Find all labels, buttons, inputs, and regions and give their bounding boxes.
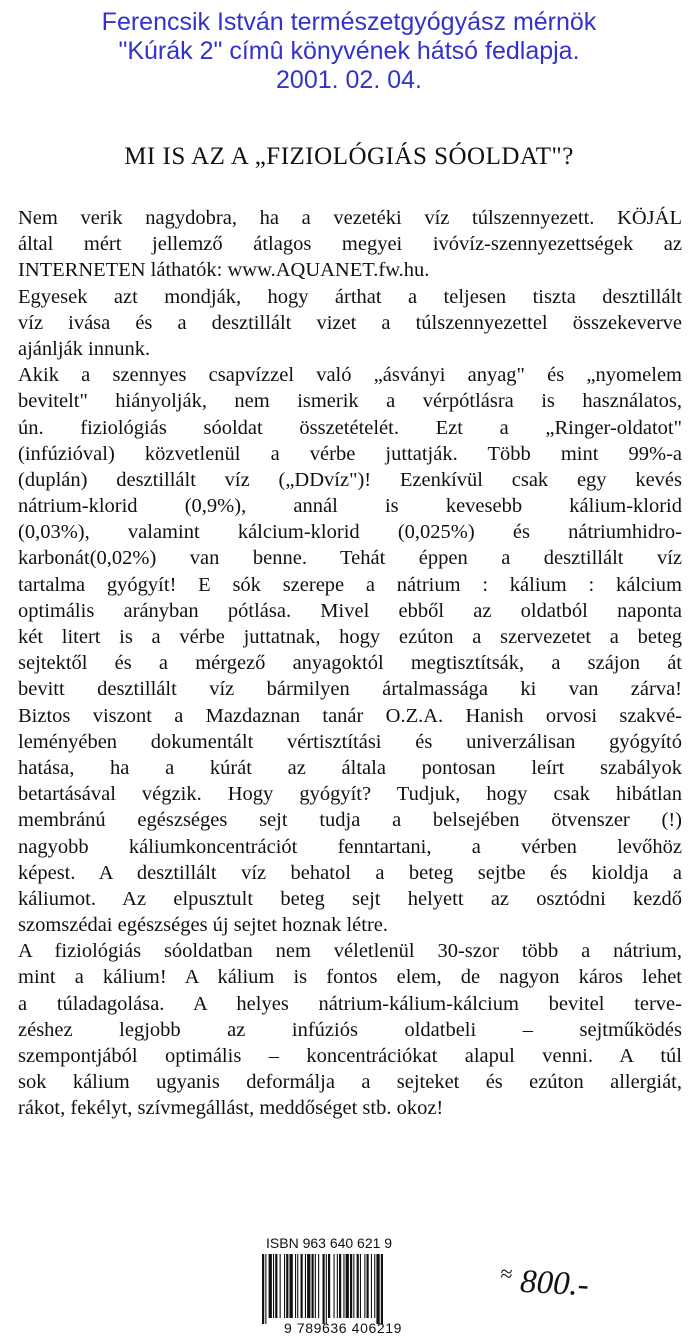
body-line: Biztos viszont a Mazdaznan tanár O.Z.A. Hanish orvosi szakvé- [18,704,682,727]
body-line: káliumot. Az elpusztult beteg sejt helyett az osztódni kezdő [18,887,682,910]
barcode-bar [374,1254,375,1318]
barcode-bar [275,1254,277,1318]
barcode-bar [312,1254,314,1318]
body-line: a túladagolása. A helyes nátrium-kálium-kálcium bevitel terve- [18,992,682,1015]
caption-line-1: Ferencsik István természetgyógyász mérnök [101,8,597,36]
isbn-number: ISBN 963 640 621 9 [266,1235,393,1251]
body-line: tartalma gyógyít! E sók szerepe a nátrium : kálium : kálcium [18,573,682,596]
body-text [18,205,682,1122]
barcode-bar [328,1254,330,1318]
barcode-bar [265,1254,266,1324]
body-line: (duplán) desztillált víz („DDvíz")! Ezenkívül csak egy kevés [18,468,682,491]
barcode-bar [326,1254,327,1324]
barcode-bar [297,1254,298,1318]
barcode-bar [353,1254,354,1318]
body-line: Nem verik nagydobra, ha a vezetéki víz túlszennyezett. KÖJÁL [18,207,682,229]
body-line: Egyesek azt mondják, hogy árthat a teljesen tiszta desztillált [18,285,682,308]
body-line: sok kálium ugyanis deformálja a sejteket és ezúton allergiát, [18,1071,682,1094]
barcode-bar [307,1254,310,1318]
barcode-bar [339,1254,341,1318]
body-line: bevitt desztillált víz bármilyen ártalmassága ki van zárva! [18,678,682,701]
body-line: optimális arányban pótlása. Mivel ebből az oldatból naponta [18,599,682,622]
barcode-bar [343,1254,344,1318]
barcode-bar [280,1254,281,1318]
body-line: Akik a szennyes csapvízzel való „ásványi anyag" és „nyomelem [18,364,682,387]
body-line: képest. A desztillált víz behatol a beteg sejtbe és kioldja a [18,861,682,884]
barcode-bar [323,1254,325,1324]
caption-line-2: "Kúrák 2" címû könyvének hátsó fedlapja. [118,37,580,65]
barcode-bar [350,1254,352,1318]
body-line: mint a kálium! A kálium is fontos elem, de nagyon káros lehet [18,966,682,989]
body-line: sejtektől és a mérgező anyagoktól megtisztítsák, a szájon át [18,652,682,675]
caption-date: 2001. 02. 04. [276,66,422,94]
barcode-bar [284,1254,285,1318]
ean-number: 9 789636 406219 [284,1320,402,1336]
body-line: ajánlják innunk. [18,337,151,360]
body-line: ún. fiziológiás sóoldat összetételét. Ezt a „Ringer-oldatot" [18,416,682,439]
barcode-bar [318,1254,319,1318]
body-line: víz ivása és a desztillált vizet a túlszennyezettel összekeverve [18,311,682,334]
body-line: két litert is a vérbe juttatnak, hogy ezúton a szervezetet a beteg [18,626,682,648]
barcode-bar [337,1254,338,1318]
isbn-barcode [254,1235,432,1335]
barcode-bar [305,1254,306,1318]
body-line: membránú egészséges sejt tudja a belsejében ötvenszer (!) [18,809,682,832]
barcode-bar [360,1254,361,1318]
barcode-bar [334,1254,335,1318]
barcode-bar [371,1254,372,1318]
handwritten-price [499,1260,590,1305]
body-line: szempontjából optimális – koncentrációkat alapul venni. A túl [18,1045,682,1067]
barcode-bar [286,1254,288,1318]
barcode-bar [357,1254,359,1318]
barcode-bar [262,1254,264,1324]
page-title: MI IS AZ A „FIZIOLÓGIÁS SÓOLDAT"? [124,143,574,170]
barcode-bar [290,1254,293,1318]
body-line: (infúzióval) közvetlenül a vérbe juttatják. Több mint 99%-a [18,442,682,465]
body-line: leményében dokumentált vértisztítási és univerzálisan gyógyító [18,730,682,753]
body-line: karbonát(0,02%) van benne. Tehát éppen a desztillált víz [18,547,682,570]
body-line: szomszédai egészséges új sejtet hoznak létre. [18,914,388,937]
barcode-bar [301,1254,303,1318]
barcode-bar [273,1254,274,1318]
barcode-bar [381,1254,383,1324]
body-line: nátrium-klorid (0,9%), annál is kevesebb kálium-klorid [18,495,682,518]
barcode-bar [364,1254,365,1318]
body-line: hatása, ha a kúrát az általa pontosan leírt szabályok [18,756,682,779]
body-line: zéshez legjobb az infúziós oldatbeli – sejtműködés [18,1018,682,1041]
body-line: betartásával végzik. Hogy gyógyít? Tudjuk, hogy csak hibátlan [18,783,682,806]
barcode-bars [254,1254,432,1326]
body-line: (0,03%), valamint kálcium-klorid (0,025%) és nátriumhidro- [18,521,682,544]
barcode-bar [315,1254,316,1318]
body-line: által mért jellemző átlagos megyei ivóvíz-szennyezettségek az [18,233,682,256]
price-value: 800.- [519,1263,590,1304]
body-line: INTERNETEN láthatók: www.AQUANET.fw.hu. [18,259,430,282]
barcode-bar [346,1254,349,1318]
body-line: nagyobb káliumkoncentrációt fenntartani, a vérben levőhöz [18,835,682,858]
body-line: rákot, fekélyt, szívmegállást, meddőséget stb. okoz! [18,1097,444,1120]
caption-header [0,8,698,95]
barcode-bar [367,1254,369,1318]
barcode-bar [295,1254,296,1318]
barcode-bar [269,1254,272,1318]
approx-sign: ≈ [499,1260,514,1287]
barcode-bar [376,1254,379,1324]
body-line: A fiziológiás sóoldatban nem véletlenül 30-szor több a nátrium, [18,940,682,963]
body-line: bevitelt" hiányolják, nem ismerik a vérpótlásra is használatos, [18,390,682,413]
